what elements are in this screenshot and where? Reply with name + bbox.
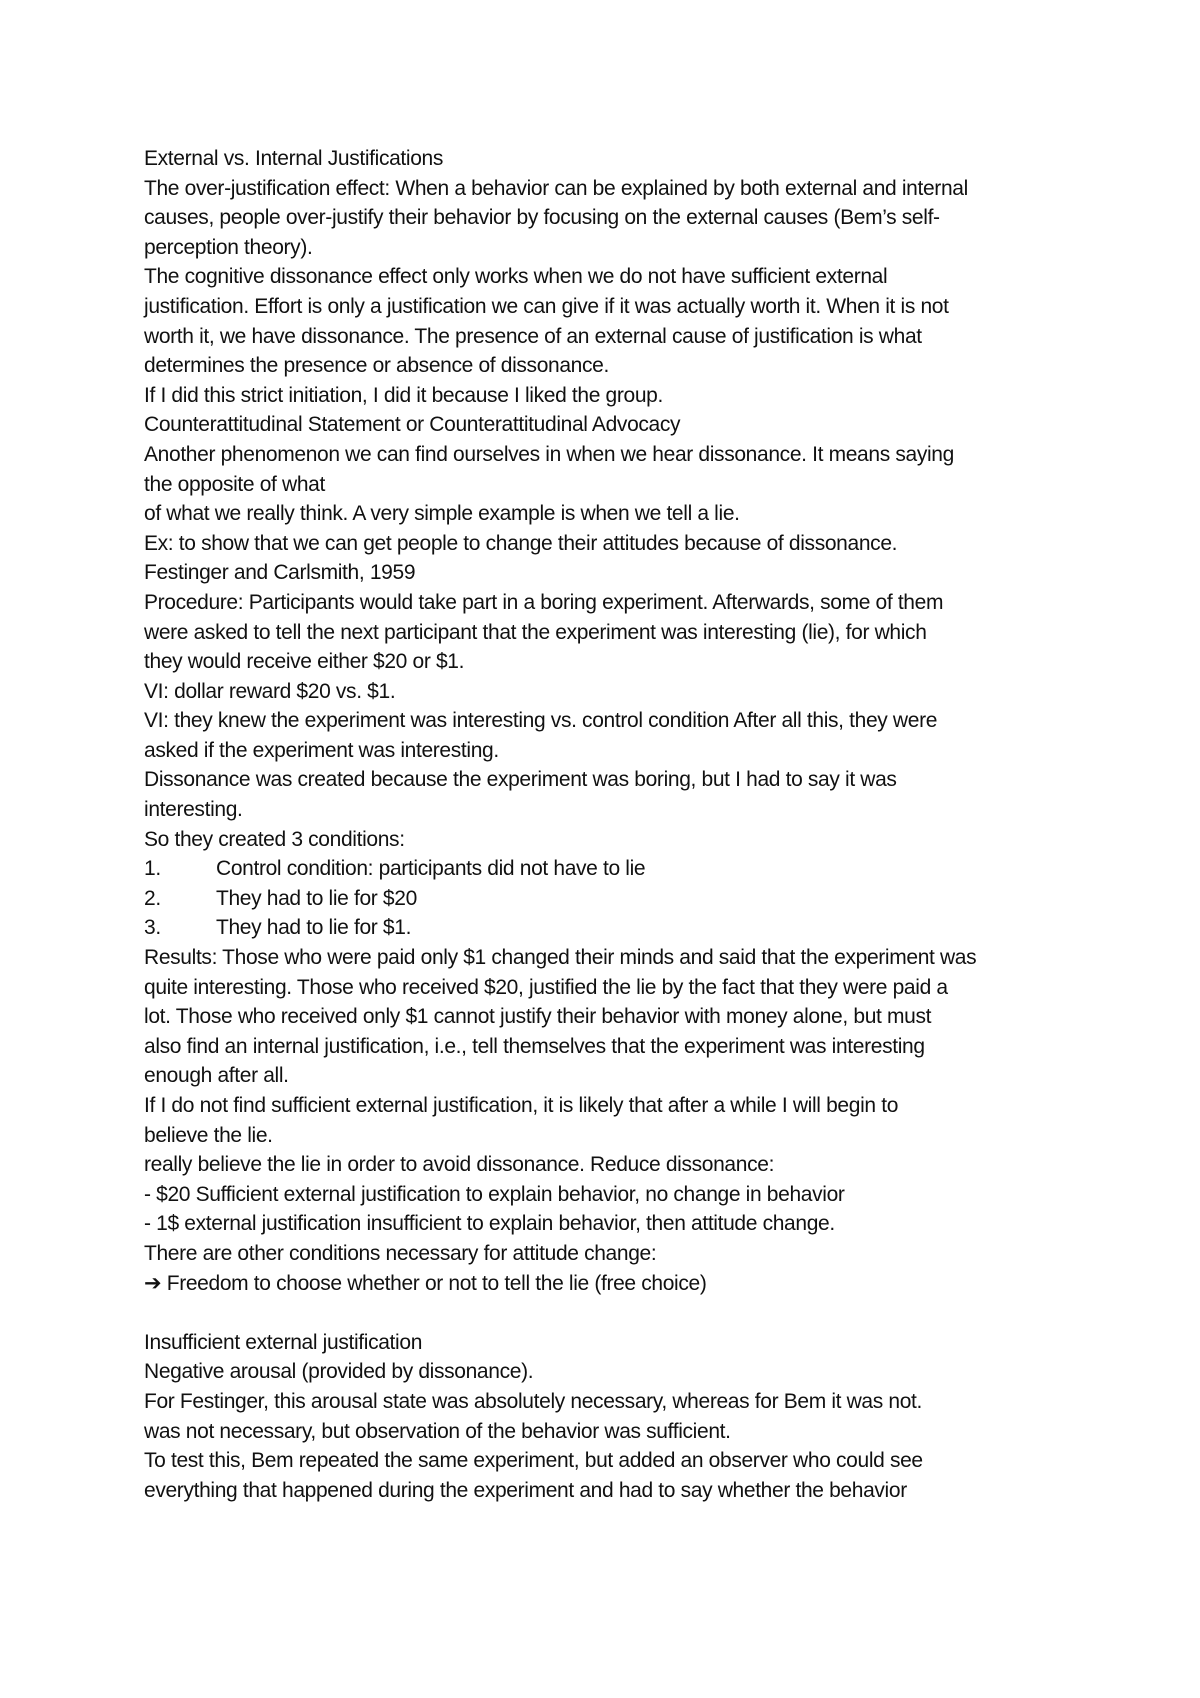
text-line: If I do not find sufficient external justification, it is likely that after a while I will begin to xyxy=(144,1094,899,1117)
text-block-2 xyxy=(144,943,1084,1298)
text-line: causes, people over-justify their behavior by focusing on the external causes (Bem’s self- xyxy=(144,206,940,230)
text-line: asked if the experiment was interesting. xyxy=(144,738,499,762)
text-line: really believe the lie in order to avoid dissonance. Reduce dissonance: xyxy=(144,1153,775,1177)
text-line: interesting. xyxy=(144,798,243,822)
list-item xyxy=(144,854,1084,884)
text-line: perception theory). xyxy=(144,235,313,259)
list-item-text: They had to lie for $1. xyxy=(216,916,412,940)
text-line: they would receive either $20 or $1. xyxy=(144,650,465,674)
text-line: also find an internal justification, i.e., tell themselves that the experiment was interesting xyxy=(144,1034,925,1058)
text-line: For Festinger, this arousal state was absolutely necessary, whereas for Bem it was not. xyxy=(144,1389,923,1413)
text-line: were asked to tell the next participant that the experiment was interesting (lie), for which xyxy=(144,620,927,644)
text-line: The over-justification effect: When a behavior can be explained by both external and internal xyxy=(144,176,968,200)
text-line: So they created 3 conditions: xyxy=(144,827,405,851)
text-line: determines the presence or absence of dissonance. xyxy=(144,354,609,378)
text-line: If I did this strict initiation, I did it because I liked the group. xyxy=(144,383,663,407)
list-number: 2. xyxy=(144,886,161,910)
section-heading: Counterattitudinal Statement or Counterattitudinal Advocacy xyxy=(144,413,681,437)
text-line: justification. Effort is only a justification we can give if it was actually worth it. When it is not xyxy=(144,294,949,318)
text-line: VI: they knew the experiment was interesting vs. control condition After all this, they were xyxy=(144,709,938,733)
list-number: 1. xyxy=(144,857,161,881)
citation-line: Festinger and Carlsmith, 1959 xyxy=(144,561,416,585)
list-item-text: They had to lie for $20 xyxy=(216,886,417,910)
blank-line xyxy=(144,1298,1084,1328)
list-item-text: Control condition: participants did not have to lie xyxy=(216,857,646,881)
list-item xyxy=(144,884,1084,914)
text-block-3 xyxy=(144,1328,1084,1506)
section-heading: External vs. Internal Justifications xyxy=(144,147,444,170)
text-line: The cognitive dissonance effect only works when we do not have sufficient external xyxy=(144,265,888,289)
text-line: Negative arousal (provided by dissonance). xyxy=(144,1360,534,1384)
text-line: worth it, we have dissonance. The presence of an external cause of justification is what xyxy=(144,324,922,348)
text-line: Procedure: Participants would take part in a boring experiment. Afterwards, some of them xyxy=(144,590,944,614)
text-line: VI: dollar reward $20 vs. $1. xyxy=(144,679,396,703)
text-line: was not necessary, but observation of the behavior was sufficient. xyxy=(144,1419,731,1443)
text-line: Results: Those who were paid only $1 changed their minds and said that the experiment was xyxy=(144,946,977,970)
text-block-1 xyxy=(144,144,1084,854)
text-line: lot. Those who received only $1 cannot justify their behavior with money alone, but must xyxy=(144,1005,932,1029)
list-item xyxy=(144,913,1084,943)
bullet-line: - $20 Sufficient external justification to explain behavior, no change in behavior xyxy=(144,1182,845,1206)
conditions-list xyxy=(144,854,1084,943)
text-line: of what we really think. A very simple example is when we tell a lie. xyxy=(144,502,740,526)
list-number: 3. xyxy=(144,916,161,940)
document-page xyxy=(144,144,1084,1505)
section-heading: Insufficient external justification xyxy=(144,1330,423,1354)
text-line: Another phenomenon we can find ourselves in when we hear dissonance. It means saying xyxy=(144,442,954,466)
text-line: To test this, Bem repeated the same experiment, but added an observer who could see xyxy=(144,1449,923,1473)
text-line: believe the lie. xyxy=(144,1123,273,1147)
text-line: Dissonance was created because the experiment was boring, but I had to say it was xyxy=(144,768,897,792)
text-line: everything that happened during the experiment and had to say whether the behavior xyxy=(144,1478,907,1502)
text-line: quite interesting. Those who received $20, justified the lie by the fact that they were paid a xyxy=(144,975,948,999)
text-line: the opposite of what xyxy=(144,472,325,496)
bullet-line: - 1$ external justification insufficient to explain behavior, then attitude change. xyxy=(144,1212,835,1236)
text-line: Ex: to show that we can get people to change their attitudes because of dissonance. xyxy=(144,531,898,555)
text-line: enough after all. xyxy=(144,1064,289,1088)
text-line: There are other conditions necessary for attitude change: xyxy=(144,1241,657,1265)
arrow-bullet-line: ➔ Freedom to choose whether or not to tell the lie (free choice) xyxy=(144,1271,707,1295)
